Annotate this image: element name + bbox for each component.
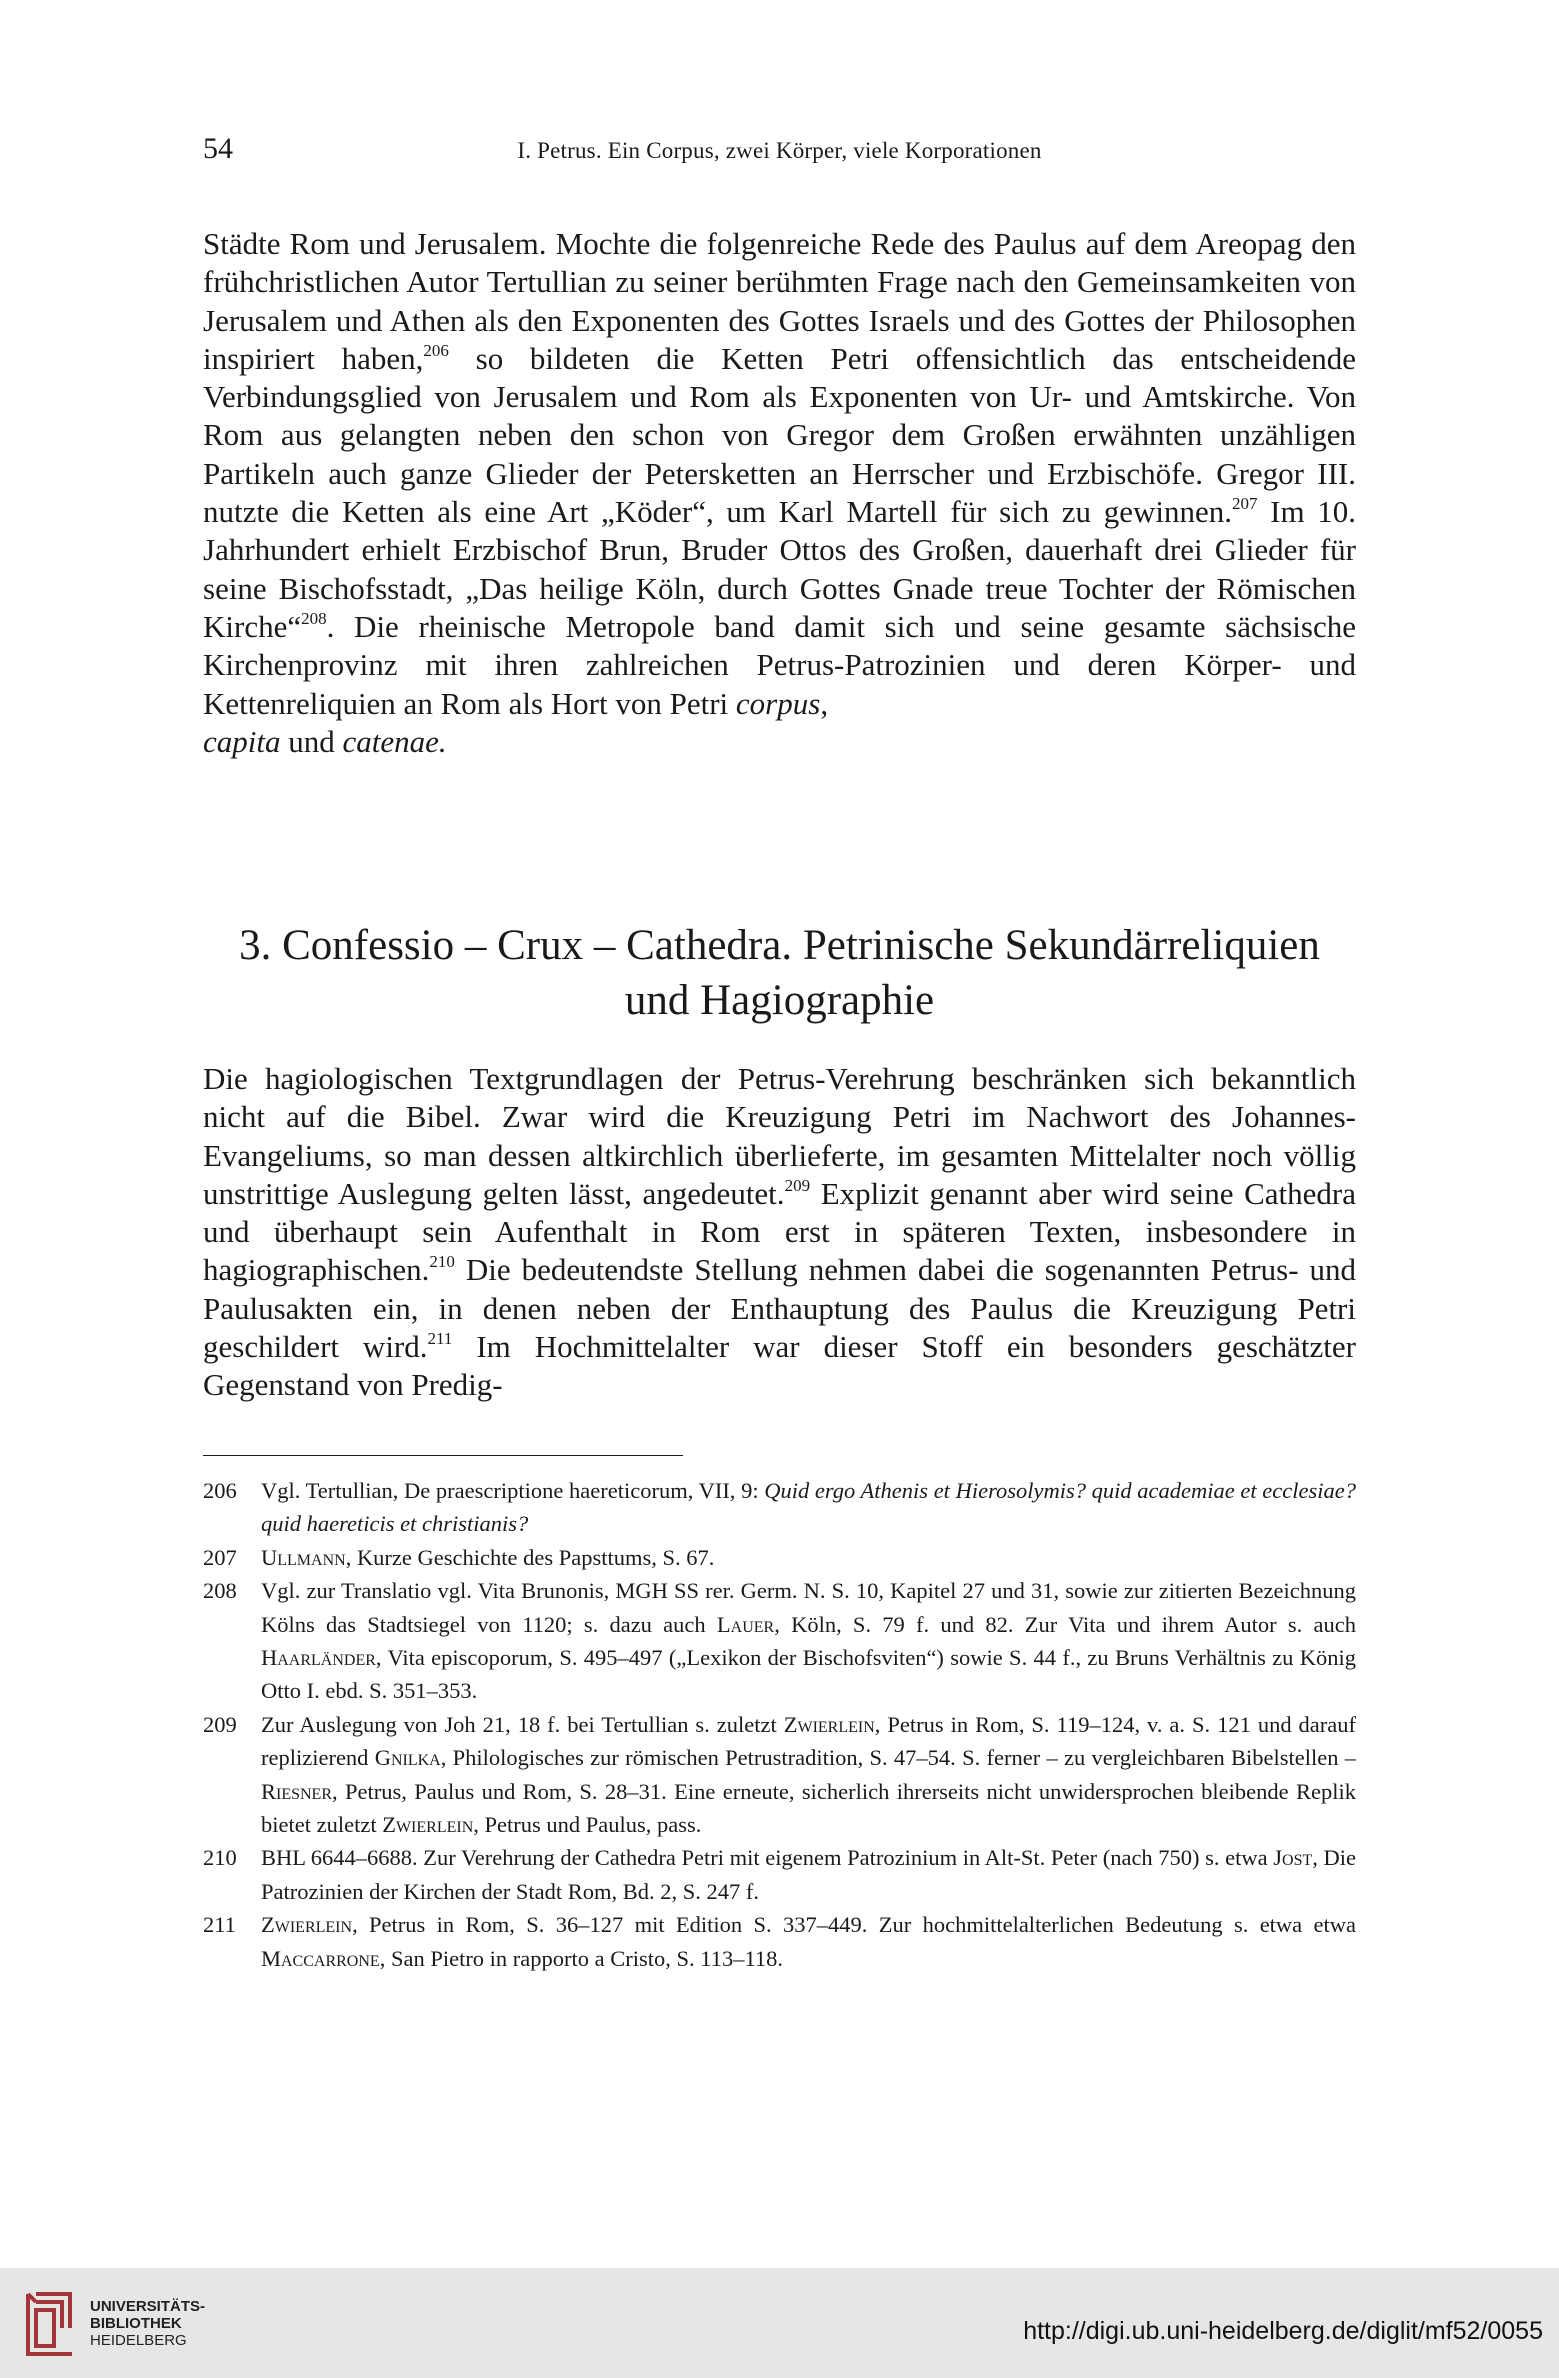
footnote-ref-209[interactable]: 209	[784, 1175, 811, 1195]
author-name: Zwierlein	[382, 1812, 474, 1838]
footnote-ref-210[interactable]: 210	[429, 1252, 455, 1272]
footer-bar	[0, 2268, 1559, 2378]
author-name: Haarländer	[261, 1645, 376, 1671]
footnote-210	[203, 1841, 1356, 1908]
italic-quote: Quid ergo Athenis et Hierosolymis? quid academiae et ecclesiae? quid haereticis et christianis?	[261, 1478, 1356, 1537]
text-run: , Petrus und Paulus, pass.	[473, 1812, 702, 1838]
footnote-ref-208[interactable]: 208	[301, 608, 327, 628]
author-name: Gnilka	[374, 1745, 441, 1771]
section-heading-line-2: und Hagiographie	[624, 977, 935, 1024]
text-run: Im 10. Jahrhundert erhielt Erzbischof Brun, Bruder Ottos des Großen, dauerhaft drei Glieder für seine Bischofsstadt, „Das heilige Köln, durch Gottes Gnade treue Tochter der Römischen Kirche“	[203, 494, 1357, 644]
text-run: , Petrus, Paulus und Rom, S. 28–31. Eine erneute, sicherlich ihrerseits nicht unwidersprochen bleibende Replik bietet zuletzt	[261, 1778, 1356, 1838]
footnote-text	[261, 1841, 1356, 1908]
text-run: , Petrus in Rom, S. 36–127 mit Edition S. 337–449. Zur hochmittelalterlichen Bedeutung s. etwa etwa	[352, 1912, 1356, 1938]
text-run: , Petrus in Rom, S. 119–124, v. a. S. 121 und darauf replizierend	[261, 1711, 1356, 1771]
footnotes	[203, 1474, 1356, 1975]
author-name: Zwierlein	[783, 1711, 875, 1737]
text-run: , Köln, S. 79 f. und 82. Zur Vita und ihrem Autor s. auch	[774, 1611, 1356, 1637]
running-head	[203, 132, 1356, 172]
footnote-text	[261, 1541, 1356, 1574]
text-run: Im Hochmittelalter war dieser Stoff ein besonders geschätzter Gegenstand von Predig-	[203, 1329, 1357, 1403]
text-run: Städte Rom und Jerusalem. Mochte die folgenreiche Rede des Paulus auf dem Areopag den frühchristlichen Autor Tertullian zu seiner berühmten Frage nach den Gemeinsamkeiten von Jerusalem und Athen als den Exponenten des Gottes Israels und des Gottes der Philosophen inspiriert haben,	[203, 226, 1356, 376]
text-run: , Vita episcoporum, S. 495–497 („Lexikon der Bischofsviten“) sowie S. 44 f., zu Bruns Verhältnis zu König Otto I. ebd. S. 351–353.	[261, 1645, 1356, 1704]
text-run: so bildeten die Ketten Petri offensichtlich das entscheidende Verbindungsglied von Jerusalem und Rom als Exponenten von Ur- und Amtskirche. Von Rom aus gelangten neben den schon von Gregor dem Großen erwähnten unzähligen Partikeln auch ganze Glieder der Petersketten an Herrscher und Erzbischöfe. Gregor III. nutzte die Ketten als eine Art „Köder“, um Karl Martell für sich zu gewinnen.	[203, 340, 1356, 530]
text-run: BHL 6644–6688. Zur Verehrung der Cathedra Petri mit eigenem Patrozinium in Alt-St. Peter (nach 750) s. etwa	[261, 1845, 1274, 1871]
text-run: ,	[820, 685, 829, 721]
text-run: Vgl. Tertullian, De praescriptione haereticorum, VII, 9:	[261, 1478, 765, 1503]
logo-line-1: UNIVERSITÄTS-	[90, 2298, 206, 2315]
text-run: , Kurze Geschichte des Papsttums, S. 67.	[345, 1544, 715, 1570]
text-run: Zur Auslegung von Joh 21, 18 f. bei Tertullian s. zuletzt	[261, 1711, 784, 1737]
footnote-number: 208	[203, 1578, 237, 1604]
footnote-text	[261, 1574, 1356, 1708]
footnote-206	[203, 1474, 1356, 1541]
library-logo-icon[interactable]	[20, 2288, 80, 2360]
body-paragraph-1	[203, 225, 1356, 761]
text-run: Vgl. zur Translatio vgl. Vita Brunonis, MGH SS rer. Germ. N. S. 10, Kapitel 27 und 31, sowie zur zitierten Bezeichnung Kölns das Stadtsiegel von 1120; s. dazu auch	[261, 1578, 1356, 1637]
logo-line-3: HEIDELBERG	[90, 2332, 187, 2349]
text-run: , Die Patrozinien der Kirchen der Stadt Rom, Bd. 2, S. 247 f.	[261, 1845, 1357, 1904]
page-number: 54	[203, 132, 233, 165]
footnote-ref-206[interactable]: 206	[423, 340, 449, 360]
body-paragraph-2	[203, 1060, 1356, 1405]
italic-term: catenae.	[342, 723, 447, 759]
text-run: Die hagiologischen Textgrundlagen der Petrus-Verehrung beschränken sich bekanntlich nicht auf die Bibel. Zwar wird die Kreuzigung Petri im Nachwort des Johannes-Evangeliums, so man dessen altkirchlich überlieferte, im gesamten Mittelalter noch völlig unstrittige Auslegung gelten lässt, angedeutet.	[203, 1061, 1356, 1211]
footnote-text	[261, 1708, 1356, 1842]
author-name: Lauer	[716, 1611, 775, 1637]
text-run: , Philologisches zur römischen Petrustradition, S. 47–54. S. ferner – zu vergleichbaren Bibelstellen –	[440, 1745, 1357, 1771]
footnote-divider	[203, 1455, 683, 1456]
author-name: Zwierlein	[261, 1912, 353, 1938]
footnote-number: 207	[203, 1544, 237, 1570]
footnote-207	[203, 1541, 1356, 1574]
footnote-number: 206	[203, 1478, 237, 1503]
text-run: und	[280, 723, 343, 759]
footnote-number: 210	[203, 1845, 237, 1871]
footnote-209	[203, 1708, 1356, 1842]
italic-term: corpus	[735, 685, 821, 721]
library-logo-text	[90, 2298, 205, 2349]
author-name: Maccarrone	[261, 1945, 380, 1971]
source-url-link[interactable]: http://digi.ub.uni-heidelberg.de/diglit/mf52/0055	[1023, 2317, 1543, 2345]
text-run: , San Pietro in rapporto a Cristo, S. 113–118.	[379, 1945, 783, 1971]
footnote-text	[261, 1908, 1356, 1975]
footnote-number: 211	[203, 1912, 236, 1938]
footnote-208	[203, 1574, 1356, 1708]
author-name: Ullmann	[261, 1544, 346, 1570]
text-run: Explizit genannt aber wird seine Cathedra und überhaupt sein Aufenthalt in Rom erst in späteren Texten, insbesondere in hagiographischen.	[203, 1175, 1357, 1288]
footnote-number: 209	[203, 1711, 237, 1737]
library-logo-svg	[20, 2288, 80, 2360]
footnote-text	[261, 1474, 1356, 1541]
running-title: I. Petrus. Ein Corpus, zwei Körper, viele Korporationen	[517, 138, 1042, 163]
section-heading-line-1: 3. Confessio – Crux – Cathedra. Petrinische Sekundärreliquien	[239, 922, 1320, 969]
author-name: Riesner	[261, 1778, 333, 1804]
footnote-211	[203, 1908, 1356, 1975]
footnote-ref-207[interactable]: 207	[1231, 494, 1258, 514]
text-run: . Die rheinische Metropole band damit sich und seine gesamte sächsische Kirchenprovinz mit ihren zahlreichen Petrus-Patrozinien und deren Körper- und Kettenreliquien an Rom als Hort von Petri	[203, 608, 1356, 721]
italic-term: capita	[203, 723, 281, 759]
text-run: Die bedeutendste Stellung nehmen dabei die sogenannten Petrus- und Paulusakten ein, in denen neben der Enthauptung des Paulus die Kreuzigung Petri geschildert wird.	[203, 1252, 1356, 1365]
footnote-ref-211[interactable]: 211	[427, 1329, 453, 1349]
author-name: Jost	[1273, 1845, 1313, 1871]
logo-line-2: BIBLIOTHEK	[90, 2315, 182, 2332]
section-heading	[203, 918, 1356, 1028]
